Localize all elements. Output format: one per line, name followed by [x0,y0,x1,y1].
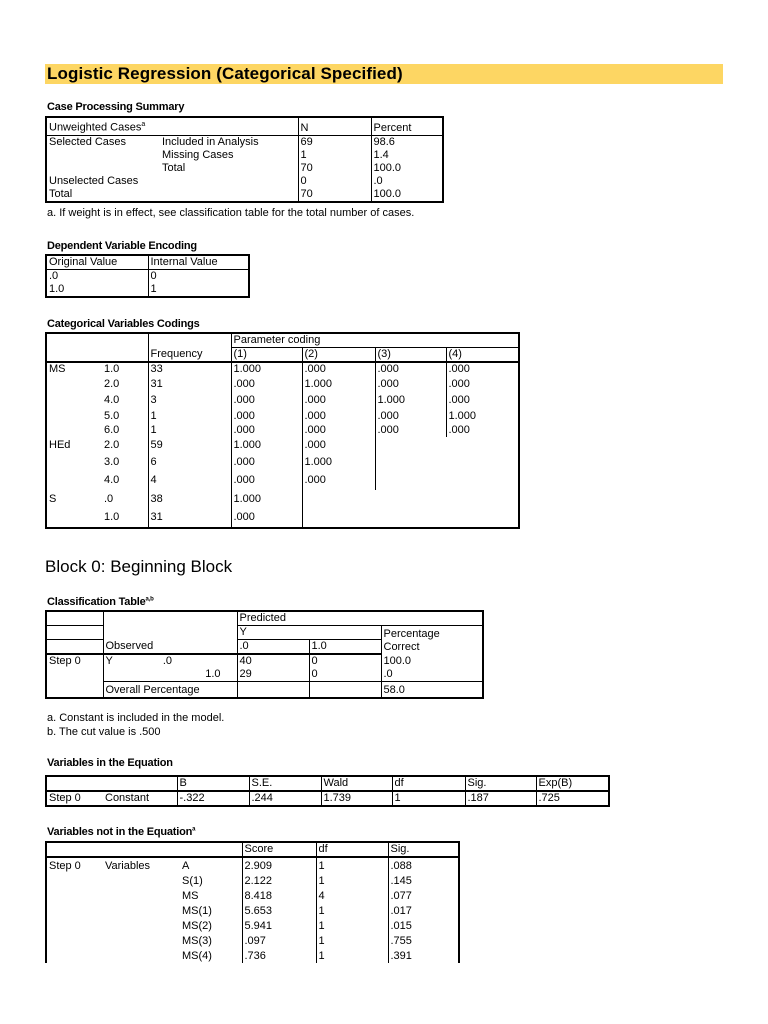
table-row [46,471,519,490]
header-cell: Unweighted Cases$^a$ [46,117,298,135]
table-cell: Missing Cases [162,148,234,161]
table-row [46,857,459,873]
table-cell: 100.0 [371,162,443,175]
table-cell [446,471,519,490]
table-cell: MS(4) [182,950,212,962]
table-row [46,175,443,188]
table-header-row [46,842,459,857]
header-cell: Internal Value [148,255,249,270]
table-cell: 100.0 [371,188,443,202]
table-cell: .000 [302,471,375,490]
table-cell [302,490,375,508]
table-cell: .000 [375,362,446,376]
vars-in-eq-heading: Variables in the Equation [47,757,173,769]
table-cell: 1 [316,903,388,918]
table-cell: 1 [148,408,231,424]
header-cell: Predicted [237,611,483,626]
table-cell: Selected Cases [46,135,160,149]
header-cell: N [298,117,371,135]
header-cell: (2) [302,348,375,363]
table-row [46,453,519,471]
table-cell: Unselected Cases [46,175,160,188]
table-cell [46,682,103,699]
table-cell: 1 [316,948,388,963]
vars-not-in-eq-table [45,841,460,963]
table-cell [103,888,180,903]
table-cell: .077 [388,888,459,903]
table-cell: 1.000 [446,408,519,424]
table-cell [103,933,180,948]
table-cell: 2.122 [242,873,316,888]
table-cell: .0 [381,668,483,682]
table-cell: 2.909 [242,857,316,873]
table-cell: 38 [148,490,231,508]
table-row [46,490,519,508]
table-cell: 0 [298,175,371,188]
header-cell [46,842,242,857]
table-cell: 5.941 [242,918,316,933]
table-cell: Constant [103,791,177,806]
table-cell: HEd [46,437,98,453]
table-cell: .000 [302,362,375,376]
table-footnote: a. Constant is included in the model. [47,712,225,724]
dependent-encoding-table [45,254,250,298]
header-cell: Frequency [148,348,231,363]
table-row [46,188,443,202]
header-cell: Percent [371,117,443,135]
table-cell [103,903,180,918]
table-cell: .088 [388,857,459,873]
table-cell: 1.000 [302,376,375,392]
table-cell: .000 [302,424,375,437]
table-row [46,392,519,408]
table-row [46,283,249,297]
header-cell: Percentage Correct [381,626,483,655]
page-title: Logistic Regression (Categorical Specified) [47,64,403,83]
table-cell: 2.0 [104,377,120,390]
table-cell [46,668,103,682]
table-cell: 2.0 [104,438,120,451]
table-cell [46,408,98,424]
table-row [46,162,443,175]
table-cell: .000 [231,424,302,437]
table-cell: 1.000 [302,453,375,471]
table-cell: MS(3) [182,935,212,947]
table-cell: .187 [465,791,536,806]
dependent-encoding-heading: Dependent Variable Encoding [47,240,197,252]
table-cell: Step 0 [46,791,103,806]
table-cell [309,682,381,699]
table-cell: .000 [446,376,519,392]
table-cell: 4.0 [104,474,120,486]
table-row [46,508,519,528]
table-cell: 1.0 [104,363,120,375]
table-cell: .000 [302,408,375,424]
header-cell: Wald [321,776,392,791]
table-cell: .000 [231,471,302,490]
table-cell: 33 [148,362,231,376]
table-cell: 1.0 [98,508,148,528]
header-cell [46,611,103,626]
table-cell: 6.0 [104,424,120,436]
header-cell: (1) [231,348,302,363]
table-cell: S(1) [182,875,203,887]
table-row [46,668,483,682]
table-cell: .000 [231,376,302,392]
table-row [46,424,519,437]
table-cell: .000 [302,392,375,408]
table-cell: 1.739 [321,791,392,806]
table-cell: Step 0 [46,857,103,873]
table-header-row [46,333,519,348]
table-row [46,437,519,453]
table-row [46,888,459,903]
table-cell: 98.6 [371,135,443,149]
table-cell: MS(2) [182,920,212,932]
table-row [46,135,443,149]
table-cell: 31 [148,508,231,528]
table-cell: 59 [148,437,231,453]
header-cell: df [316,842,388,857]
table-row [46,933,459,948]
table-cell [302,508,375,528]
table-header-row [46,117,443,135]
table-cell: 1 [316,857,388,873]
table-cell: 4 [148,471,231,490]
header-cell [148,333,231,348]
table-cell [375,471,446,490]
header-cell: (4) [446,348,519,363]
header-cell: Score [242,842,316,857]
table-cell [446,508,519,528]
table-cell: .000 [446,362,519,376]
table-cell: Overall Percentage [103,682,237,699]
header-cell [46,776,177,791]
table-cell [46,933,103,948]
table-cell: MS [46,362,98,376]
table-cell: MS(1) [182,905,212,917]
header-cell: Exp(B) [536,776,609,791]
table-cell: 1.0 [46,283,148,297]
table-cell: MS [182,890,199,902]
header-cell: Y [237,626,381,640]
categorical-codings-table [45,332,520,529]
table-cell [375,508,446,528]
table-header-row [46,611,483,626]
table-cell: .097 [242,933,316,948]
table-cell: .000 [446,392,519,408]
table-cell: Y .0 [103,654,237,668]
title-bar [45,64,723,84]
table-cell: .0 [46,270,148,284]
classification-heading: Classification Table$^{a,b}$ [47,596,154,608]
header-cell [103,626,237,640]
table-cell: .000 [231,453,302,471]
table-cell [46,424,98,437]
table-cell [46,149,160,162]
table-cell: 31 [148,376,231,392]
table-row [46,408,519,424]
header-cell: Parameter coding [231,333,519,348]
header-cell [46,626,103,640]
table-cell: .000 [375,424,446,437]
table-cell: 58.0 [381,682,483,699]
header-cell: Sig. [465,776,536,791]
table-cell: 1 [298,149,371,162]
table-cell [46,903,103,918]
table-cell: 4.0 [104,393,120,406]
table-cell [46,162,160,175]
table-cell: .736 [242,948,316,963]
table-cell: 6 [148,453,231,471]
table-row [46,682,483,699]
table-row [46,376,519,392]
table-row [46,654,483,668]
table-cell: -.322 [177,791,249,806]
table-cell [46,918,103,933]
table-cell: .000 [375,408,446,424]
table-cell: .145 [388,873,459,888]
table-cell: .000 [375,376,446,392]
table-cell: 0 [309,654,381,668]
table-cell [46,376,98,392]
header-cell [46,348,148,363]
table-cell: 1 [148,283,249,297]
header-cell: Original Value [46,255,148,270]
table-cell: .244 [249,791,321,806]
table-row [46,149,443,162]
table-row [46,270,249,284]
table-cell [46,873,103,888]
header-cell [103,611,237,626]
header-cell [46,333,148,348]
table-cell [160,188,298,202]
table-cell: 69 [298,135,371,149]
table-cell [103,948,180,963]
table-header-row [46,255,249,270]
header-cell [46,640,103,655]
table-cell: Variables [105,860,151,872]
table-cell: 3.0 [104,455,120,468]
header-cell: 1.0 [309,640,381,655]
table-cell: .0 [371,175,443,188]
table-cell: Step 0 [46,654,103,668]
categorical-codings-heading: Categorical Variables Codings [47,318,200,330]
table-cell [46,888,103,903]
header-cell: B [177,776,249,791]
table-cell [46,471,98,490]
table-cell: .0 [104,492,114,505]
table-footnote: a. If weight is in effect, see classification table for the total number of cases. [47,207,415,219]
case-processing-heading: Case Processing Summary [47,101,185,113]
table-cell: 1.4 [371,149,443,162]
table-cell: .725 [536,791,609,806]
header-cell: (3) [375,348,446,363]
table-cell: S [46,490,98,508]
table-cell: 1.000 [231,362,302,376]
table-row [46,873,459,888]
table-cell [375,453,446,471]
header-cell: df [392,776,465,791]
table-cell [103,873,180,888]
table-footnote: b. The cut value is .500 [47,726,161,738]
vars-in-eq-table [45,775,610,807]
table-cell: .000 [231,392,302,408]
table-cell [103,918,180,933]
table-cell: .391 [388,948,459,963]
table-cell: 70 [298,188,371,202]
table-cell: 5.653 [242,903,316,918]
table-cell [46,453,98,471]
table-cell [160,175,298,188]
table-cell [375,437,446,453]
table-cell: 1 [316,873,388,888]
table-cell [46,508,98,528]
table-cell: 70 [298,162,371,175]
table-cell: .017 [388,903,459,918]
table-cell: 1 [316,918,388,933]
table-cell [375,490,446,508]
table-cell: 1.000 [375,392,446,408]
table-cell: 0 [309,668,381,682]
table-cell: 5.0 [104,409,120,422]
table-cell: A [182,860,190,872]
table-cell: Total [46,188,160,202]
table-cell: 1.000 [231,437,302,453]
table-cell: 1.0 [103,668,237,682]
table-cell: 100.0 [381,654,483,668]
table-cell: .000 [446,424,519,437]
table-cell: 1 [148,424,231,437]
table-cell: 4 [316,888,388,903]
table-row [46,948,459,963]
table-cell [46,392,98,408]
classification-table [45,610,484,699]
table-cell [446,437,519,453]
table-cell [237,682,309,699]
table-header-row [46,348,519,363]
header-cell: Sig. [388,842,459,857]
table-cell: 1.000 [231,490,302,508]
table-cell: Total [162,161,186,174]
header-cell: Observed [103,640,237,655]
table-cell: Included in Analysis [162,135,259,148]
table-row [46,791,609,806]
header-cell: S.E. [249,776,321,791]
table-row [46,362,519,376]
table-header-row [46,626,483,640]
table-cell: .000 [231,508,302,528]
table-cell: 29 [237,668,309,682]
table-row [46,903,459,918]
header-cell: .0 [237,640,309,655]
table-cell: 40 [237,654,309,668]
table-cell: .015 [388,918,459,933]
table-cell: 1 [316,933,388,948]
table-cell: 3 [148,392,231,408]
table-cell: 8.418 [242,888,316,903]
block-title: Block 0: Beginning Block [45,557,233,576]
case-processing-table [45,116,444,203]
table-header-row [46,776,609,791]
table-cell [46,948,103,963]
table-row [46,918,459,933]
table-cell [446,453,519,471]
table-cell [446,490,519,508]
table-cell: 0 [148,270,249,284]
table-cell: 1 [392,791,465,806]
table-cell: .000 [302,437,375,453]
table-cell: .000 [231,408,302,424]
table-cell: .755 [388,933,459,948]
vars-not-in-eq-heading: Variables not in the Equation$^a$ [47,826,196,838]
